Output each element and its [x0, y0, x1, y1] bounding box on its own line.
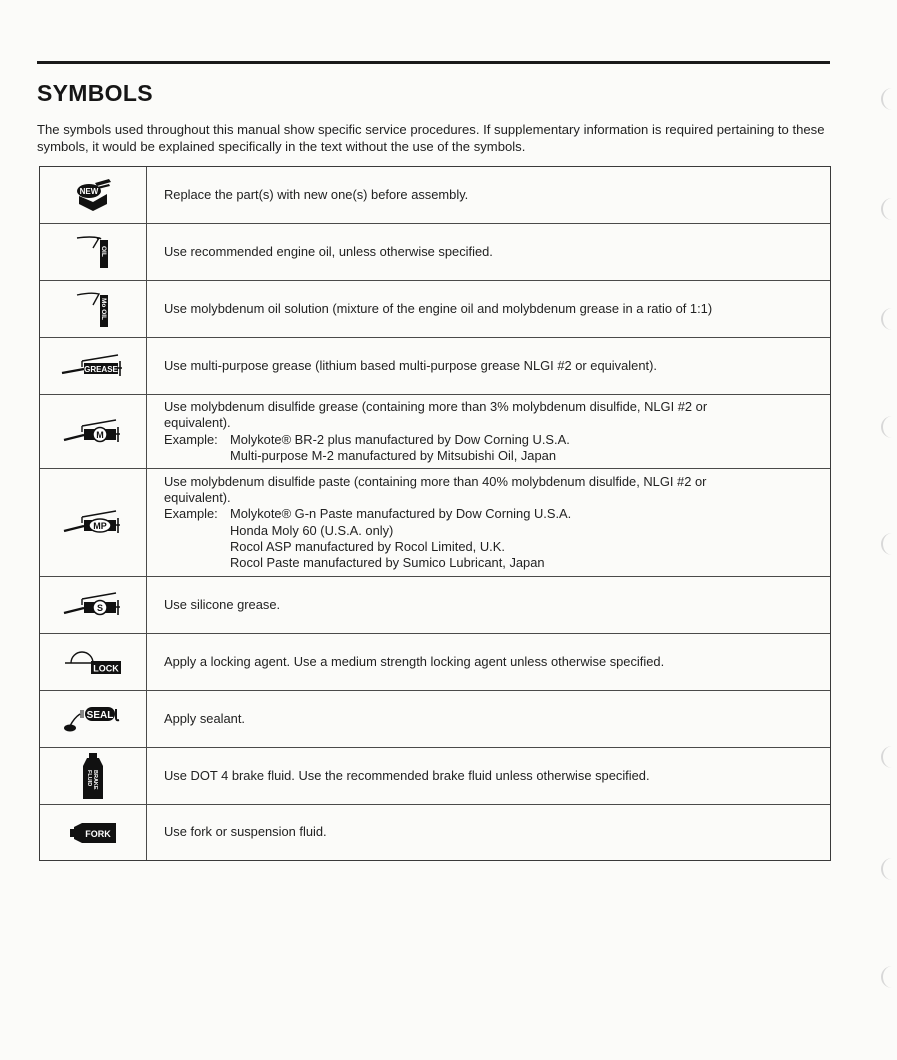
symbol-row-fork-fluid — [40, 804, 830, 860]
symbol-row-seal — [40, 690, 830, 747]
svg-text:Mo OIL: Mo OIL — [100, 298, 107, 321]
svg-text:SEAL: SEAL — [86, 710, 114, 721]
svg-text:MP: MP — [93, 520, 107, 531]
symbol-row-oil — [40, 223, 830, 280]
silicone-grease-icon — [40, 577, 147, 633]
svg-text:M: M — [96, 429, 104, 440]
example-item: Honda Moly 60 (U.S.A. only) — [230, 522, 394, 538]
new-part-icon — [40, 167, 147, 223]
svg-text:FLUID: FLUID — [86, 770, 92, 787]
binder-hole — [881, 966, 897, 988]
svg-text:BRAKE: BRAKE — [92, 770, 98, 790]
locking-agent-icon — [40, 634, 147, 690]
symbol-description: Use fork or suspension fluid. — [164, 824, 327, 840]
symbol-description: equivalent). — [164, 415, 231, 431]
binder-hole — [881, 416, 897, 438]
symbol-description: Use molybdenum disulfide paste (containing more than 40% molybdenum disulfide, NLGI #2 or — [164, 473, 707, 489]
svg-text:S: S — [96, 603, 104, 613]
symbols-table — [39, 166, 831, 861]
example-label: Example: — [164, 506, 218, 522]
svg-text:FORK: FORK — [85, 828, 111, 839]
symbol-description: Use molybdenum disulfide grease (containing more than 3% molybdenum disulfide, NLGI #2 or — [164, 398, 708, 414]
symbol-description: Use recommended engine oil, unless otherwise specified. — [164, 243, 493, 259]
symbol-row-mo-oil — [40, 280, 830, 337]
intro-paragraph: The symbols used throughout this manual show specific service procedures. If supplementary information is required pertaining to these symbols, it would be explained specifically in the text without the use of the symbols. — [37, 122, 825, 154]
page-title: SYMBOLS — [37, 80, 153, 106]
moly-grease-icon — [40, 395, 147, 468]
fork-fluid-icon — [40, 805, 147, 860]
symbol-row-brake-fluid — [40, 747, 830, 804]
binder-hole — [881, 858, 897, 880]
molybdenum-oil-icon — [40, 281, 147, 337]
example-item: Rocol ASP manufactured by Rocol Limited, U.K. — [230, 538, 505, 554]
binder-hole — [881, 746, 897, 768]
example-item: Multi-purpose M-2 manufactured by Mitsubishi Oil, Japan — [230, 447, 556, 463]
moly-paste-icon — [40, 469, 147, 576]
symbol-description: Apply sealant. — [164, 710, 245, 726]
symbol-description: Use DOT 4 brake fluid. Use the recommended brake fluid unless otherwise specified. — [164, 767, 650, 783]
svg-text:OIL: OIL — [100, 246, 107, 257]
example-label: Example: — [164, 431, 218, 447]
symbol-description: equivalent). — [164, 489, 231, 505]
binder-hole — [881, 198, 897, 220]
symbol-description: Use silicone grease. — [164, 596, 281, 612]
symbol-row-grease — [40, 337, 830, 394]
symbol-description: Replace the part(s) with new one(s) before assembly. — [164, 186, 469, 202]
binder-hole — [881, 533, 897, 555]
sealant-icon — [40, 691, 147, 747]
example-item: Molykote® G-n Paste manufactured by Dow Corning U.S.A. — [230, 506, 572, 522]
engine-oil-icon — [40, 224, 147, 280]
svg-text:GREASE: GREASE — [84, 365, 118, 374]
brake-fluid-icon — [40, 748, 147, 804]
example-item: Molykote® BR-2 plus manufactured by Dow Corning U.S.A. — [230, 431, 570, 447]
svg-text:NEW: NEW — [79, 187, 99, 196]
svg-text:LOCK: LOCK — [93, 663, 119, 674]
symbol-row-silicone — [40, 576, 830, 633]
grease-gun-icon — [40, 338, 147, 394]
symbol-row-lock — [40, 633, 830, 690]
symbol-description: Apply a locking agent. Use a medium strength locking agent unless otherwise specified. — [164, 653, 665, 669]
example-item: Rocol Paste manufactured by Sumico Lubricant, Japan — [230, 555, 545, 571]
symbol-description: Use multi-purpose grease (lithium based multi-purpose grease NLGI #2 or equivalent). — [164, 357, 657, 373]
header-rule — [37, 61, 830, 64]
symbol-row-moly-paste — [40, 468, 830, 576]
symbol-row-moly-grease — [40, 394, 830, 468]
symbol-description: Use molybdenum oil solution (mixture of the engine oil and molybdenum grease in a ratio of 1:1) — [164, 300, 713, 316]
binder-hole — [881, 308, 897, 330]
binder-hole — [881, 88, 897, 110]
symbol-row-new — [40, 167, 830, 223]
